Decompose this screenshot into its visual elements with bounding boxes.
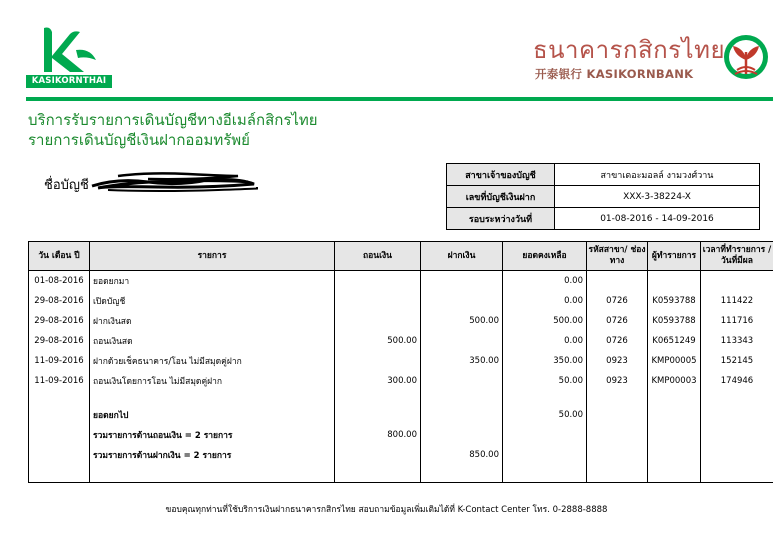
table-row [29,291,773,311]
info-row [447,186,760,208]
withdraw-total-value: 800.00 [335,425,421,445]
cell-branch: 0923 [587,371,648,391]
col-time-header: เวลาที่ทำรายการ / วันที่มีผล [701,242,773,271]
col-date-header: วัน เดือน ปี [29,242,90,271]
transaction-table [28,241,773,483]
cell-withdraw [335,271,421,291]
cell-desc: ถอนเงินโดยการโอน ไม่มีสมุดคู่ฝาก [90,371,335,391]
table-row [29,351,773,371]
cell-branch: 0923 [587,351,648,371]
cell-withdraw [335,291,421,311]
col-branch-header: รหัสสาขา/ ช่องทาง [587,242,648,271]
cell-date: 29-08-2016 [29,291,90,311]
cell-time: 152145 [701,351,773,371]
kasikornthai-logo [26,26,112,88]
info-row [447,208,760,230]
cell-date: 29-08-2016 [29,331,90,351]
statement-title: รายการเดินบัญชีเงินฝากออมทรัพย์ [28,131,250,149]
cell-date: 01-08-2016 [29,271,90,291]
col-desc-header: รายการ [90,242,335,271]
table-header-row [29,242,773,271]
cell-teller: KMP00005 [648,351,701,371]
col-balance-header: ยอดคงเหลือ [503,242,587,271]
cell-balance: 0.00 [503,271,587,291]
cell-deposit: 500.00 [421,311,503,331]
header-divider [26,97,773,101]
col-deposit-header: ฝากเงิน [421,242,503,271]
summary-deposit-row [29,445,773,465]
info-value-account-no: XXX-3-38224-X [555,186,760,208]
spacer-row [29,391,773,405]
redaction-scribble [88,168,258,194]
table-row [29,311,773,331]
cell-withdraw [335,311,421,331]
cell-balance: 0.00 [503,291,587,311]
cell-date: 11-09-2016 [29,371,90,391]
bank-name-english: 开泰银行 KASIKORNBANK [535,67,694,81]
filler-row [29,465,773,483]
cell-date: 29-08-2016 [29,311,90,331]
cell-time: 111422 [701,291,773,311]
cell-deposit [421,371,503,391]
cell-deposit: 350.00 [421,351,503,371]
col-teller-header: ผู้ทำรายการ [648,242,701,271]
table-row [29,371,773,391]
cell-balance: 0.00 [503,331,587,351]
cell-teller: K0651249 [648,331,701,351]
cell-date: 11-09-2016 [29,351,90,371]
carry-forward-balance: 50.00 [503,405,587,425]
bank-name-thai: ธนาคารกสิกรไทย [533,36,726,64]
footer-note: ขอบคุณทุกท่านที่ใช้บริการเงินฝากธนาคารกสิกรไทย สอบถามข้อมูลเพิ่มเติมได้ที่ K-Contact Center โทร. 0-2888-8888 [165,505,608,515]
deposit-total-label: รวมรายการด้านฝากเงิน = 2 รายการ [90,445,335,465]
table-row [29,331,773,351]
account-info-table [446,163,760,230]
summary-carry-row [29,405,773,425]
cell-balance: 350.00 [503,351,587,371]
col-withdraw-header: ถอนเงิน [335,242,421,271]
cell-withdraw [335,351,421,371]
cell-teller: K0593788 [648,311,701,331]
table-row [29,271,773,291]
info-value-branch: สาขาเดอะมอลล์ งามวงศ์วาน [555,164,760,186]
account-name-label: ชื่อบัญชี [44,178,89,193]
cell-time [701,271,773,291]
cell-desc: เปิดบัญชี [90,291,335,311]
cell-branch: 0726 [587,311,648,331]
info-row [447,164,760,186]
cell-deposit [421,291,503,311]
service-title: บริการรับรายการเดินบัญชีทางอีเมล์กสิกรไทย [28,111,318,129]
cell-teller: K0593788 [648,291,701,311]
info-value-period: 01-08-2016 - 14-09-2016 [555,208,760,230]
withdraw-total-label: รวมรายการด้านถอนเงิน = 2 รายการ [90,425,335,445]
cell-deposit [421,331,503,351]
k-logo-icon [40,26,100,74]
summary-withdraw-row [29,425,773,445]
left-brand-label: KASIKORNTHAI [26,75,112,88]
info-label-period: รอบระหว่างวันที่ [447,208,555,230]
carry-forward-label: ยอดยกไป [90,405,335,425]
cell-teller: KMP00003 [648,371,701,391]
cell-withdraw: 300.00 [335,371,421,391]
cell-withdraw: 500.00 [335,331,421,351]
cell-desc: ฝากด้วยเช็คธนาคาร/โอน ไม่มีสมุดคู่ฝาก [90,351,335,371]
deposit-total-value: 850.00 [421,445,503,465]
cell-deposit [421,271,503,291]
cell-desc: ฝากเงินสด [90,311,335,331]
cell-balance: 500.00 [503,311,587,331]
cell-branch: 0726 [587,331,648,351]
cell-branch: 0726 [587,291,648,311]
cell-time: 113343 [701,331,773,351]
cell-branch [587,271,648,291]
info-label-account-no: เลขที่บัญชีเงินฝาก [447,186,555,208]
cell-time: 111716 [701,311,773,331]
cell-time: 174946 [701,371,773,391]
cell-desc: ยอดยกมา [90,271,335,291]
info-label-branch: สาขาเจ้าของบัญชี [447,164,555,186]
cell-teller [648,271,701,291]
cell-desc: ถอนเงินสด [90,331,335,351]
cell-balance: 50.00 [503,371,587,391]
kbank-emblem-icon [721,30,771,90]
